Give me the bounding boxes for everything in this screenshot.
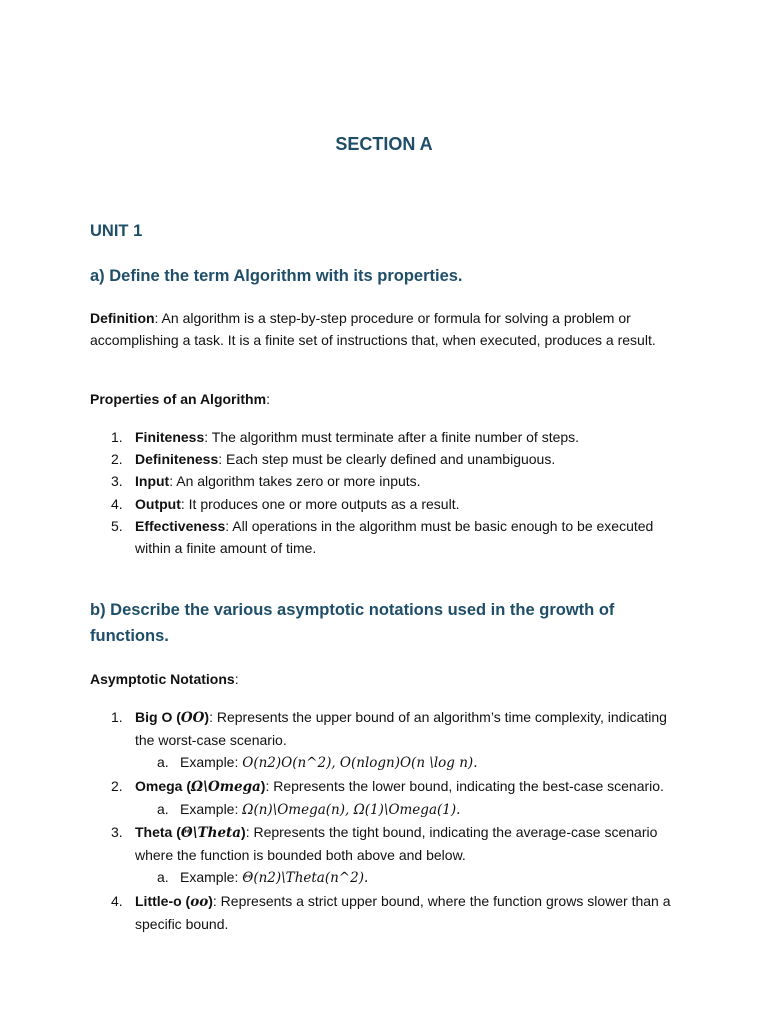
example-letter: a. — [157, 800, 169, 817]
notation-term-suffix: ) — [208, 892, 213, 909]
example-item — [135, 798, 680, 821]
notation-term — [135, 778, 265, 794]
property-term: Output — [135, 495, 181, 512]
property-term: Finiteness — [135, 429, 205, 445]
notations-list — [90, 706, 680, 935]
example-letter: a. — [157, 869, 169, 886]
list-number: 1. — [111, 429, 123, 445]
notation-term — [135, 893, 213, 909]
list-item — [90, 821, 680, 890]
list-number: 1. — [111, 709, 123, 725]
notations-label: Asymptotic Notations — [90, 671, 235, 687]
notations-colon: : — [234, 671, 239, 687]
unit-title: UNIT 1 — [90, 222, 143, 240]
list-item — [90, 426, 680, 448]
properties-label: Properties of an Algorithm — [90, 391, 267, 407]
notation-symbol: Θ\Theta — [180, 825, 242, 842]
notation-desc: : Represents the lower bound, indicating the best-case scenario. — [265, 777, 664, 794]
notation-term-suffix: ) — [241, 824, 246, 841]
list-item — [90, 706, 680, 775]
definition-label: Definition — [90, 310, 155, 326]
list-number: 2. — [111, 451, 123, 468]
notation-term-suffix: ) — [260, 777, 266, 794]
list-number: 2. — [111, 777, 123, 794]
example-item — [135, 866, 680, 889]
list-number: 4. — [111, 892, 123, 909]
property-desc: : It produces one or more outputs as a result. — [180, 495, 460, 512]
notation-term-prefix: Big O ( — [135, 709, 181, 725]
notation-term-prefix: Theta ( — [135, 824, 181, 841]
list-item — [90, 890, 680, 935]
example-label: Example: — [180, 800, 243, 817]
property-desc: : The algorithm must terminate after a finite number of steps. — [204, 429, 580, 445]
notation-symbol: Ω\Omega — [191, 778, 261, 795]
list-item — [90, 493, 680, 515]
property-term: Input — [135, 473, 170, 490]
example-label: Example: — [180, 754, 243, 771]
notation-desc: : Represents a strict upper bound, where the function grows slower than a specific bound. — [135, 892, 671, 932]
notation-symbol: oo — [190, 893, 209, 910]
list-number: 3. — [111, 824, 123, 841]
property-term: Effectiveness — [135, 517, 226, 534]
example-math: O(n2)O(n^2), O(nlog⁡n)O(n \log n). — [242, 755, 478, 772]
notation-term — [135, 709, 209, 725]
notation-term-prefix: Little-o ( — [135, 892, 191, 909]
question-a-heading: a) Define the term Algorithm with its properties. — [90, 267, 463, 285]
definition-text: : An algorithm is a step-by-step procedure or formula for solving a problem or accomplishing a task. It is a finite set of instructions that, when executed, produces a result. — [90, 310, 656, 349]
example-letter: a. — [157, 754, 169, 771]
properties-heading — [90, 388, 680, 410]
notation-desc: : Represents the upper bound of an algorithm’s time complexity, indicating the worst-case scenario. — [135, 709, 667, 749]
properties-list — [90, 426, 680, 559]
notation-symbol: OO — [180, 710, 205, 726]
notation-term-suffix: ) — [204, 709, 210, 725]
notations-heading — [90, 668, 680, 690]
list-number: 5. — [111, 517, 123, 534]
property-desc: : An algorithm takes zero or more inputs. — [169, 473, 421, 490]
list-item — [90, 775, 680, 821]
section-title: SECTION A — [335, 134, 433, 154]
example-item — [135, 751, 680, 774]
list-item — [90, 515, 680, 559]
property-desc: : All operations in the algorithm must be basic enough to be executed within a finite amount of time. — [135, 517, 654, 557]
list-number: 3. — [111, 473, 123, 490]
notation-term-prefix: Omega ( — [135, 777, 192, 794]
example-math: Ω(n)\Omega(n), Ω(1)\Omega(1). — [242, 801, 461, 818]
list-item — [90, 448, 680, 470]
notation-term — [135, 824, 246, 840]
question-b-heading: b) Describe the various asymptotic notations used in the growth of functions. — [90, 601, 615, 645]
example-math: Θ(n2)\Theta(n^2). — [242, 870, 369, 887]
notation-desc: : Represents the tight bound, indicating the average-case scenario where the function is bounded both above and below. — [135, 824, 658, 864]
definition-paragraph — [90, 307, 680, 352]
example-label: Example: — [180, 869, 243, 886]
property-desc: : Each step must be clearly defined and unambiguous. — [218, 451, 556, 468]
list-item — [90, 470, 680, 492]
list-number: 4. — [111, 495, 123, 512]
properties-colon: : — [266, 391, 270, 407]
property-term: Definiteness — [135, 451, 219, 468]
